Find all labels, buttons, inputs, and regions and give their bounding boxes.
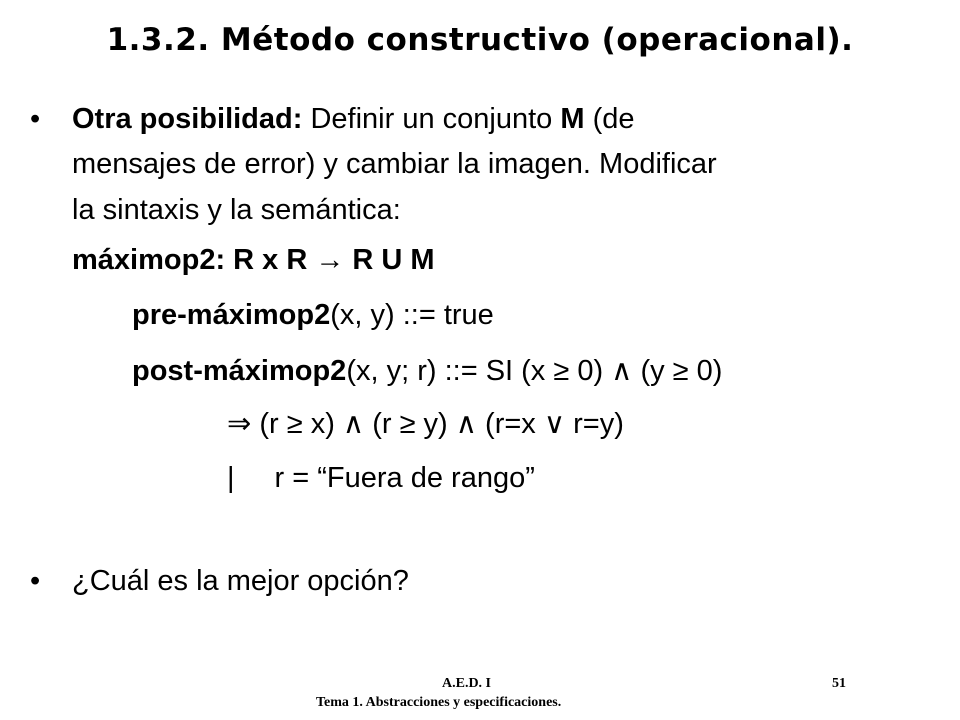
- postcondition: [132, 353, 722, 389]
- bullet1-line2: mensajes de error) y cambiar la imagen. Modificar: [72, 148, 717, 180]
- post-rest: (x, y; r) ::= SI (x ≥ 0) ∧ (y ≥ 0): [346, 355, 723, 387]
- bullet-marker-2: •: [30, 565, 41, 597]
- bullet1-end: (de: [584, 103, 635, 135]
- signature: [72, 242, 435, 278]
- bullet-marker: •: [30, 103, 41, 135]
- alt-text: r = “Fuera de rango”: [274, 462, 535, 494]
- post-name: post-máximop2: [132, 355, 347, 387]
- set-m: M: [560, 103, 585, 135]
- bullet2-text: ¿Cuál es la mejor opción?: [72, 565, 409, 597]
- pre-name: pre-máximop2: [132, 299, 331, 331]
- bullet1-lead: Otra posibilidad:: [72, 103, 303, 135]
- pre-rest: (x, y) ::= true: [330, 299, 494, 331]
- implication: ⇒ (r ≥ x) ∧ (r ≥ y) ∧ (r=x ∨ r=y): [227, 408, 624, 440]
- footer-topic: Tema 1. Abstracciones y especificaciones.: [316, 695, 562, 710]
- footer-course: A.E.D. I: [442, 676, 492, 691]
- bullet1-line1: [72, 101, 635, 137]
- bullet1-text: Definir un conjunto: [302, 103, 561, 135]
- alt-bar: |: [227, 462, 235, 494]
- alternative: [227, 460, 535, 496]
- signature-text: máximop2: R x R → R U M: [72, 244, 435, 276]
- precondition: [132, 297, 494, 333]
- footer-page-number: 51: [832, 676, 846, 691]
- slide-title: 1.3.2. Método constructivo (operacional).: [106, 22, 854, 58]
- bullet1-line3: la sintaxis y la semántica:: [72, 194, 401, 226]
